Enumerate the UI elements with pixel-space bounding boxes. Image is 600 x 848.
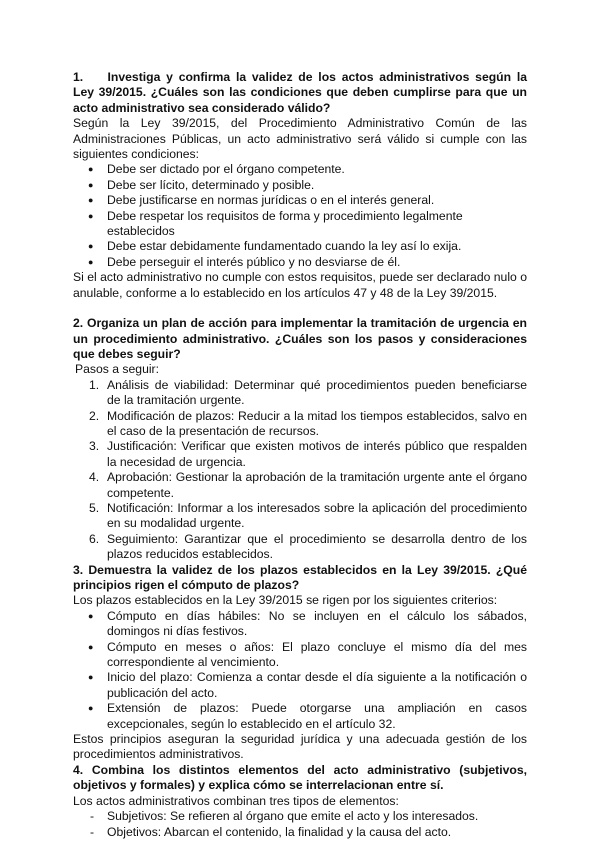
step-text: Modificación de plazos: Reducir a la mitad los tiempos establecidos, salvo en el caso de la presentación de recursos. [107,408,527,438]
answer-4-intro: Los actos administrativos combinan tres tipos de elementos: [73,793,399,808]
criteria-list [73,609,527,732]
answer-3-conclusion: Estos principios aseguran la seguridad jurídica y una adecuada gestión de los procedimientos administrativos. [73,732,527,762]
list-item: ● Debe perseguir el interés público y no desviarse de él. [73,255,527,270]
step-number: 6. [89,531,100,546]
list-item: ● Inicio del plazo: Comienza a contar desde el día siguiente a la notificación o publicación del acto. [73,670,527,701]
step-number: 2. [89,408,100,423]
list-item [73,470,527,501]
steps-list [73,378,527,563]
list-item: - Subjetivos: Se refieren al órgano que emite el acto y los interesados. [73,809,527,824]
list-item: ● Debe respetar los requisitos de forma y procedimiento legalmente establecidos [73,209,527,240]
list-item [73,409,527,440]
list-item: ● Cómputo en días hábiles: No se incluyen en el cálculo los sábados, domingos ni días festivos. [73,609,527,640]
answer-3-intro: Los plazos establecidos en la Ley 39/2015 se rigen por los siguientes criterios: [73,593,498,608]
step-number: 3. [89,439,100,454]
step-number: 1. [89,377,100,392]
question-1: 1. Investiga y confirma la validez de los actos administrativos según la Ley 39/2015. ¿Cuáles son las condiciones que deben cumplirse para que un acto administrativo sea considerado válido? [73,70,527,115]
step-text: Análisis de viabilidad: Determinar qué procedimientos pueden beneficiarse de la tramitación urgente. [107,377,527,408]
answer-1-intro: Según la Ley 39/2015, del Procedimiento Administrativo Común de las Administraciones Públicas, un acto administrativo será válido si cumple con las siguientes condiciones: [73,116,527,162]
list-item: - Objetivos: Abarcan el contenido, la finalidad y la causa del acto. [73,825,527,840]
list-item [73,378,527,409]
elements-list [73,809,527,840]
answer-2-intro: Pasos a seguir: [75,362,160,377]
list-item [73,532,527,563]
question-2: 2. Organiza un plan de acción para implementar la tramitación de urgencia en un procedimiento administrativo. ¿Cuáles son los pasos y consideraciones que debes seguir? [73,316,527,361]
step-number: 5. [89,500,100,515]
step-number: 4. [89,470,100,485]
list-item: ● Extensión de plazos: Puede otorgarse una ampliación en casos excepcionales, según lo establecido en el artículo 32. [73,701,527,732]
list-item: ● Debe justificarse en normas jurídicas o en el interés general. [73,193,527,208]
list-item: ● Debe ser dictado por el órgano competente. [73,162,527,177]
question-4: 4. Combina los distintos elementos del acto administrativo (subjetivos, objetivos y formales) y explica cómo se interrelacionan entre sí. [73,762,527,793]
question-3: 3. Demuestra la validez de los plazos establecidos en la Ley 39/2015. ¿Qué principios rigen el cómputo de plazos? [73,562,527,592]
step-text: Aprobación: Gestionar la aprobación de la tramitación urgente ante el órgano competente. [107,470,527,500]
list-item [73,439,527,470]
list-item [73,501,527,532]
list-item: ● Debe estar debidamente fundamentado cuando la ley así lo exija. [73,239,527,254]
step-text: Seguimiento: Garantizar que el procedimiento se desarrolla dentro de los plazos reducidos establecidos. [107,531,527,562]
answer-1-conclusion: Si el acto administrativo no cumple con estos requisitos, puede ser declarado nulo o anulable, conforme a lo establecido en los artículos 47 y 48 de la Ley 39/2015. [73,270,527,300]
conditions-list [73,162,527,270]
list-item: ● Cómputo en meses o años: El plazo concluye el mismo día del mes correspondiente al vencimiento. [73,640,527,671]
list-item: ● Debe ser lícito, determinado y posible. [73,178,527,193]
document-page [73,70,527,840]
step-text: Notificación: Informar a los interesados sobre la aplicación del procedimiento en su modalidad urgente. [107,500,527,531]
step-text: Justificación: Verificar que existen motivos de interés público que respalden la necesidad de urgencia. [107,439,527,469]
